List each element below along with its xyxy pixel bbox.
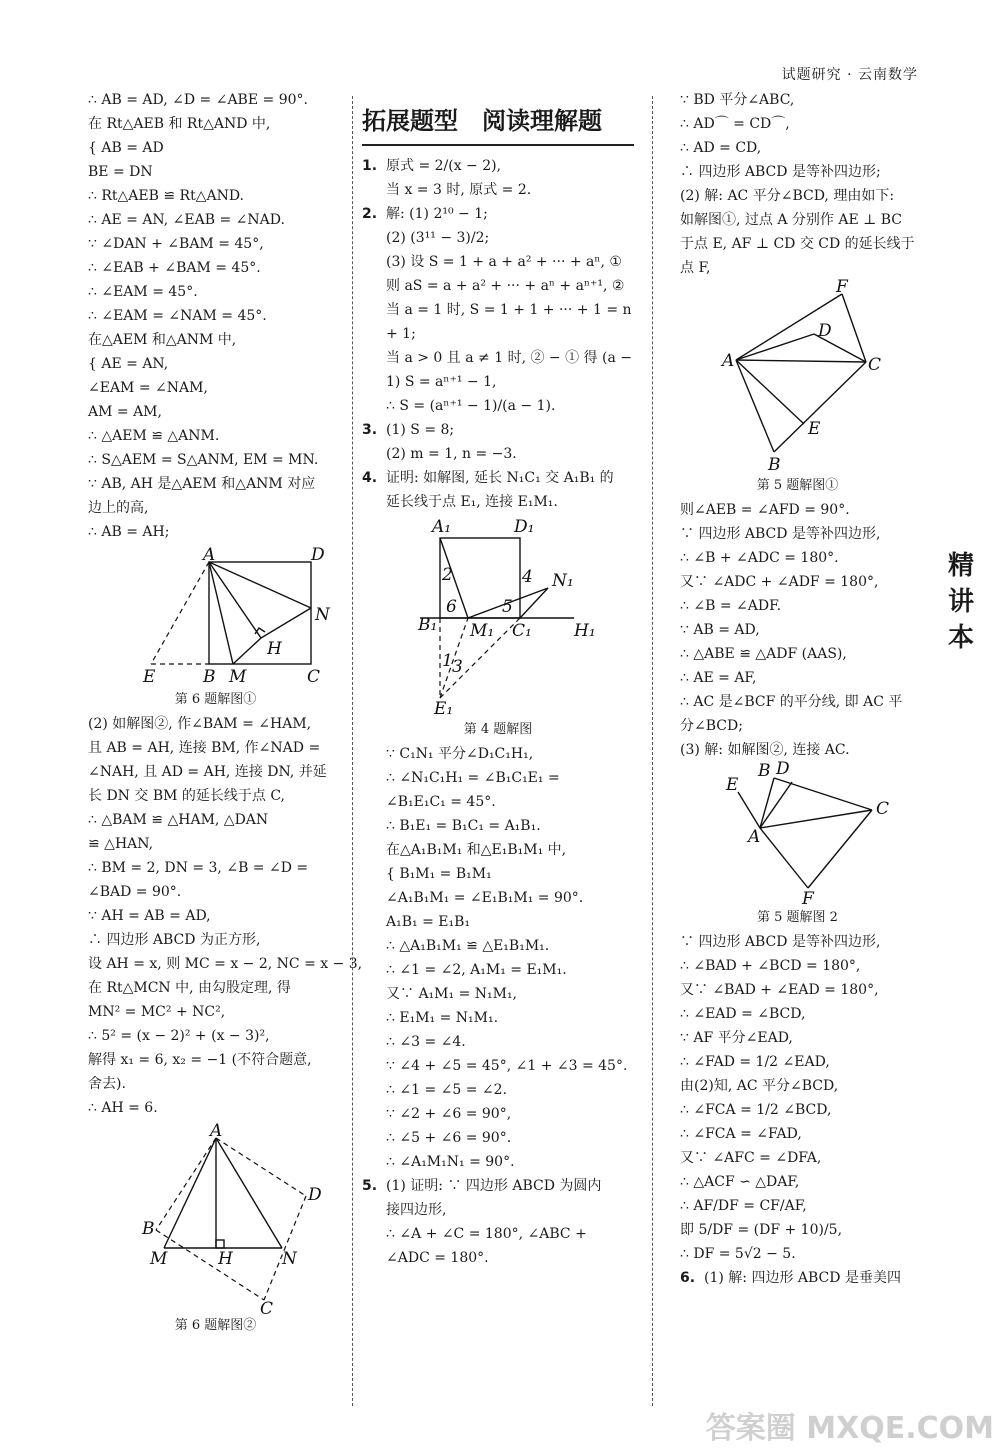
- solution-line: ∵ ∠2 + ∠6 = 90°,: [386, 1106, 512, 1122]
- solution-line: (2) 解: AC 平分∠BCD, 理由如下:: [680, 188, 895, 204]
- solution-text: 延长线于点 E₁, 连接 E₁M₁.: [386, 494, 558, 510]
- solution-line: 则∠AEB = ∠AFD = 90°.: [680, 502, 850, 518]
- solution-line: ∵ ∠DAN + ∠BAM = 45°,: [88, 236, 264, 252]
- solution-line: 在△A₁B₁M₁ 和△E₁B₁M₁ 中,: [386, 842, 567, 858]
- solution-line: { AB = AD: [88, 140, 164, 156]
- svg-text:1: 1: [442, 651, 453, 671]
- solution-line: (1) 解: 四边形 ABCD 是垂美四: [704, 1270, 901, 1286]
- solution-line: ∴ AB = AD, ∠D = ∠ABE = 90°.: [88, 92, 308, 108]
- solution-line: ∴ AD = CD,: [680, 140, 762, 156]
- svg-text:2: 2: [442, 565, 453, 585]
- solution-line: ∴ E₁M₁ = N₁M₁.: [386, 1010, 499, 1026]
- solution-line: 于点 E, AF ⊥ CD 交 CD 的延长线于: [680, 236, 915, 252]
- solution-line: ∴ AE = AN, ∠EAB = ∠NAD.: [88, 212, 285, 228]
- solution-line: [362, 274, 634, 298]
- solution-line: ∴ ∠BAD + ∠BCD = 180°,: [680, 958, 861, 974]
- solution-line: ∴ 四边形 ABCD 为正方形,: [88, 932, 261, 948]
- solution-line: [362, 1198, 634, 1222]
- solution-line: 且 AB = AH, 连接 BM, 作∠NAD =: [88, 740, 321, 756]
- solution-line: ∴ AB = AH;: [88, 524, 170, 540]
- solution-line: ∴ AF/DF = CF/AF,: [680, 1198, 807, 1214]
- solution-line: ∵ AH = AB = AD,: [88, 908, 211, 924]
- figure-5-2-caption: 第 5 题解图 2: [757, 910, 838, 925]
- solution-line: 又∵ ∠BAD + ∠EAD = 180°,: [680, 982, 879, 998]
- svg-text:N: N: [314, 605, 330, 625]
- figure-5-1: [718, 277, 881, 475]
- solution-text: (2) (3¹¹ − 3)/2;: [386, 230, 490, 246]
- svg-text:B: B: [767, 455, 780, 475]
- solution-line: ∴ AD⌒ = CD⌒,: [680, 116, 790, 132]
- column-1: [88, 88, 363, 1338]
- problem-number: 6.: [680, 1270, 696, 1286]
- svg-text:E: E: [142, 667, 155, 687]
- solution-line: 即 5/DF = (DF + 10)/5,: [680, 1222, 843, 1238]
- svg-text:E: E: [725, 775, 738, 795]
- solution-text: ∴ ∠A + ∠C = 180°, ∠ABC +: [386, 1226, 587, 1242]
- solution-line: 点 F,: [680, 260, 711, 276]
- solution-line: ∴ BM = 2, DN = 3, ∠B = ∠D =: [88, 860, 309, 876]
- solution-text: (1) 证明: ∵ 四边形 ABCD 为圆内: [386, 1178, 602, 1194]
- svg-text:A: A: [747, 827, 760, 847]
- svg-text:H₁: H₁: [574, 621, 596, 641]
- solution-line: ∴ AE = AF,: [680, 670, 757, 686]
- solution-6-part-2: [88, 712, 363, 1120]
- solution-line: [362, 1174, 634, 1198]
- solution-line: (2) 如解图②, 作∠BAM = ∠HAM,: [88, 716, 312, 732]
- solution-line: ∴ ∠3 = ∠4.: [386, 1034, 466, 1050]
- svg-text:H: H: [266, 639, 282, 659]
- solution-line: AM = AM,: [88, 404, 162, 420]
- solution-6-start: [680, 1266, 915, 1290]
- solution-line: ∴ ∠1 = ∠2, A₁M₁ = E₁M₁.: [386, 962, 567, 978]
- solution-text: ∠ADC = 180°.: [386, 1250, 489, 1266]
- svg-text:D: D: [775, 759, 790, 779]
- solution-5-part-4: [680, 930, 915, 1266]
- solution-line: ∴ ∠A₁M₁N₁ = 90°.: [386, 1154, 515, 1170]
- solution-line: ∴ ∠EAM = 45°.: [88, 284, 198, 300]
- svg-text:M₁: M₁: [470, 621, 495, 641]
- svg-text:A₁: A₁: [432, 517, 452, 537]
- solution-line: ∴ AH = 6.: [88, 1100, 158, 1116]
- figure-5-2: [708, 759, 889, 909]
- solution-5-part-3: [680, 498, 915, 762]
- problem-number: 2.: [362, 206, 378, 222]
- svg-text:N: N: [281, 1249, 297, 1269]
- figure-6-1: [111, 545, 330, 688]
- column-2: [362, 88, 634, 1270]
- column-divider: [352, 96, 353, 1406]
- solution-line: A₁B₁ = E₁B₁: [386, 914, 470, 930]
- svg-text:B: B: [202, 667, 215, 687]
- solution-line: ∠BAD = 90°.: [88, 884, 182, 900]
- svg-text:C: C: [867, 355, 881, 375]
- solution-5-part-2: [680, 88, 915, 280]
- solution-text: (3) 设 S = 1 + a + a² + ··· + aⁿ, ①: [386, 254, 622, 270]
- svg-text:A: A: [202, 545, 215, 565]
- solution-text: 则 aS = a + a² + ··· + aⁿ + aⁿ⁺¹, ②: [386, 278, 625, 294]
- solution-text: (1) S = 8;: [386, 422, 455, 438]
- solution-line: ∵ AB, AH 是△AEM 和△ANM 对应: [88, 476, 316, 492]
- svg-text:F: F: [835, 277, 848, 297]
- svg-text:C: C: [306, 667, 320, 687]
- solution-line: [362, 346, 634, 370]
- solutions-1-4: [362, 154, 634, 514]
- svg-text:D: D: [817, 321, 832, 341]
- solution-line: ∴ ∠5 + ∠6 = 90°.: [386, 1130, 512, 1146]
- side-tab-label: 精讲本: [947, 551, 974, 653]
- solution-line: [362, 1246, 634, 1270]
- solution-line: ∴ ∠FAD = 1/2 ∠EAD,: [680, 1054, 830, 1070]
- solution-line: [362, 202, 634, 226]
- solution-line: 分∠BCD;: [680, 718, 743, 734]
- figure-6-2: [116, 1121, 322, 1319]
- svg-text:C₁: C₁: [512, 621, 532, 641]
- solution-text: + 1;: [386, 326, 416, 342]
- solution-line: 舍去).: [88, 1076, 126, 1092]
- solution-5-part-1: [362, 1174, 634, 1270]
- solution-6-part-1: [88, 88, 343, 544]
- solution-line: [362, 154, 634, 178]
- solution-text: 原式 = 2/(x − 2),: [386, 158, 502, 174]
- solution-text: 当 x = 3 时, 原式 = 2.: [386, 182, 532, 198]
- solution-line: MN² = MC² + NC²,: [88, 1004, 226, 1020]
- solution-line: ∴ AC 是∠BCF 的平分线, 即 AC 平: [680, 694, 903, 710]
- solution-line: ∴ △ACF ∽ △DAF,: [680, 1174, 800, 1190]
- solution-text: 1) S = aⁿ⁺¹ − 1,: [386, 374, 497, 390]
- solution-line: [362, 250, 634, 274]
- solution-line: 在 Rt△MCN 中, 由勾股定理, 得: [88, 980, 291, 996]
- solution-line: ∴ ∠EAD = ∠BCD,: [680, 1006, 806, 1022]
- solution-line: [362, 322, 634, 346]
- svg-text:D: D: [307, 1185, 322, 1205]
- solution-line: 又∵ ∠ADC + ∠ADF = 180°,: [680, 574, 879, 590]
- svg-text:D: D: [310, 545, 325, 565]
- solution-line: ∴ △BAM ≌ △HAM, △DAN: [88, 812, 269, 828]
- column-3: [680, 88, 915, 1290]
- solution-line: BE = DN: [88, 164, 153, 180]
- figure-5-1-caption: 第 5 题解图①: [756, 478, 839, 493]
- problem-number: 3.: [362, 422, 378, 438]
- solution-line: ∴ ∠N₁C₁H₁ = ∠B₁C₁E₁ =: [386, 770, 560, 786]
- solution-text: (2) m = 1, n = −3.: [386, 446, 517, 462]
- watermark: 答案圈 MXQE.COM: [705, 1411, 994, 1446]
- solution-line: ∴ DF = 5√2 − 5.: [680, 1246, 796, 1262]
- section-title: 拓展题型 阅读理解题: [362, 102, 634, 146]
- solution-line: ∴ 四边形 ABCD 是等补四边形;: [680, 164, 881, 180]
- svg-text:6: 6: [446, 597, 457, 617]
- solution-line: ∴ ∠FCA = ∠FAD,: [680, 1126, 802, 1142]
- svg-text:B₁: B₁: [418, 615, 438, 635]
- solution-line: ∵ BD 平分∠ABC,: [680, 92, 795, 108]
- solution-line: ∴ ∠B = ∠ADF.: [680, 598, 782, 614]
- solution-line: ∴ Rt△AEB ≌ Rt△AND.: [88, 188, 245, 204]
- problem-number: 1.: [362, 158, 378, 174]
- solution-line: ∴ ∠1 = ∠5 = ∠2.: [386, 1082, 507, 1098]
- solution-line: ∴ S△AEM = S△ANM, EM = MN.: [88, 452, 319, 468]
- solution-text: ∴ S = (aⁿ⁺¹ − 1)/(a − 1).: [386, 398, 556, 414]
- figure-4: [398, 518, 598, 718]
- solution-line: ∴ △A₁B₁M₁ ≌ △E₁B₁M₁.: [386, 938, 550, 954]
- solution-text: 接四边形,: [386, 1202, 447, 1218]
- figure-6-1-caption: 第 6 题解图①: [174, 692, 257, 707]
- solution-line: [362, 370, 634, 394]
- solution-text: 证明: 如解图, 延长 N₁C₁ 交 A₁B₁ 的: [386, 470, 614, 486]
- svg-text:5: 5: [502, 597, 513, 617]
- svg-text:F: F: [801, 889, 814, 909]
- solution-line: [362, 442, 634, 466]
- svg-text:A: A: [721, 351, 734, 371]
- solution-line: [362, 466, 634, 490]
- figure-4-caption: 第 4 题解图: [463, 722, 533, 737]
- solution-line: (3) 解: 如解图②, 连接 AC.: [680, 742, 850, 758]
- svg-text:A: A: [209, 1121, 222, 1141]
- solution-line: ∴ ∠FCA = 1/2 ∠BCD,: [680, 1102, 832, 1118]
- solution-line: [362, 226, 634, 250]
- solution-line: ∴ △ABE ≌ △ADF (AAS),: [680, 646, 847, 662]
- svg-text:4: 4: [522, 567, 533, 587]
- solution-line: ∴ B₁E₁ = B₁C₁ = A₁B₁.: [386, 818, 541, 834]
- svg-text:M: M: [228, 667, 246, 687]
- solution-line: 设 AH = x, 则 MC = x − 2, NC = x − 3,: [88, 956, 363, 972]
- svg-text:D₁: D₁: [514, 517, 535, 537]
- solution-text: 当 a > 0 且 a ≠ 1 时, ② − ① 得 (a −: [386, 350, 632, 366]
- svg-text:B: B: [757, 761, 770, 781]
- svg-text:E₁: E₁: [434, 699, 454, 719]
- solution-line: ∴ ∠B + ∠ADC = 180°.: [680, 550, 839, 566]
- solution-line: 在 Rt△AEB 和 Rt△AND 中,: [88, 116, 271, 132]
- svg-text:H: H: [217, 1249, 233, 1269]
- solution-line: { B₁M₁ = B₁M₁: [386, 866, 492, 882]
- solution-line: { AE = AN,: [88, 356, 169, 372]
- solution-line: 由(2)知, AC 平分∠BCD,: [680, 1078, 839, 1094]
- solution-line: ∴ △AEM ≌ △ANM.: [88, 428, 220, 444]
- solution-text: 解: (1) 2¹⁰ − 1;: [386, 206, 488, 222]
- solution-line: 解得 x₁ = 6, x₂ = −1 (不符合题意,: [88, 1052, 312, 1068]
- solution-line: [362, 298, 634, 322]
- solution-line: 又∵ A₁M₁ = N₁M₁,: [386, 986, 518, 1002]
- solution-line: ∵ C₁N₁ 平分∠D₁C₁H₁,: [386, 746, 534, 762]
- solution-line: [362, 490, 634, 514]
- solution-line: ∠EAM = ∠NAM,: [88, 380, 208, 396]
- svg-text:B: B: [141, 1219, 154, 1239]
- column-divider: [652, 96, 653, 1406]
- solution-line: [362, 418, 634, 442]
- solution-line: ∵ 四边形 ABCD 是等补四边形,: [680, 526, 881, 542]
- svg-text:3: 3: [452, 657, 463, 677]
- svg-text:N₁: N₁: [552, 571, 574, 591]
- svg-text:E: E: [807, 419, 820, 439]
- svg-text:C: C: [875, 799, 889, 819]
- solution-line: ∵ AB = AD,: [680, 622, 760, 638]
- solution-line: ≌ △HAN,: [88, 836, 154, 852]
- solution-line: ∴ ∠EAB + ∠BAM = 45°.: [88, 260, 261, 276]
- problem-number: 5.: [362, 1178, 378, 1194]
- solution-line: 在△AEM 和△ANM 中,: [88, 332, 237, 348]
- solution-line: [362, 394, 634, 418]
- problem-number: 4.: [362, 470, 378, 486]
- solution-line: ∴ ∠EAM = ∠NAM = 45°.: [88, 308, 267, 324]
- solution-line: 长 DN 交 BM 的延长线于点 C,: [88, 788, 286, 804]
- solution-line: ∵ ∠4 + ∠5 = 45°, ∠1 + ∠3 = 45°.: [386, 1058, 628, 1074]
- solution-line: [362, 178, 634, 202]
- solution-line: ∵ 四边形 ABCD 是等补四边形,: [680, 934, 881, 950]
- solution-line: [362, 1222, 634, 1246]
- solution-line: 如解图①, 过点 A 分别作 AE ⊥ BC: [680, 212, 903, 228]
- solution-line: ∴ 5² = (x − 2)² + (x − 3)²,: [88, 1028, 270, 1044]
- solution-line: ∠NAH, 且 AD = AH, 连接 DN, 并延: [88, 764, 327, 780]
- solution-line: ∠A₁B₁M₁ = ∠E₁B₁M₁ = 90°.: [386, 890, 584, 906]
- solution-line: ∠B₁E₁C₁ = 45°.: [386, 794, 496, 810]
- solution-text: 当 a = 1 时, S = 1 + 1 + ··· + 1 = n: [386, 302, 632, 318]
- svg-text:M: M: [149, 1249, 167, 1269]
- figure-6-2-caption: 第 6 题解图②: [174, 1318, 257, 1333]
- solution-line: 又∵ ∠AFC = ∠DFA,: [680, 1150, 822, 1166]
- solution-line: ∵ AF 平分∠EAD,: [680, 1030, 793, 1046]
- solution-line: 边上的高,: [88, 500, 149, 516]
- running-header: 试题研究 · 云南数学: [781, 67, 918, 83]
- solution-4-proof: [362, 742, 634, 1174]
- svg-text:C: C: [259, 1299, 273, 1319]
